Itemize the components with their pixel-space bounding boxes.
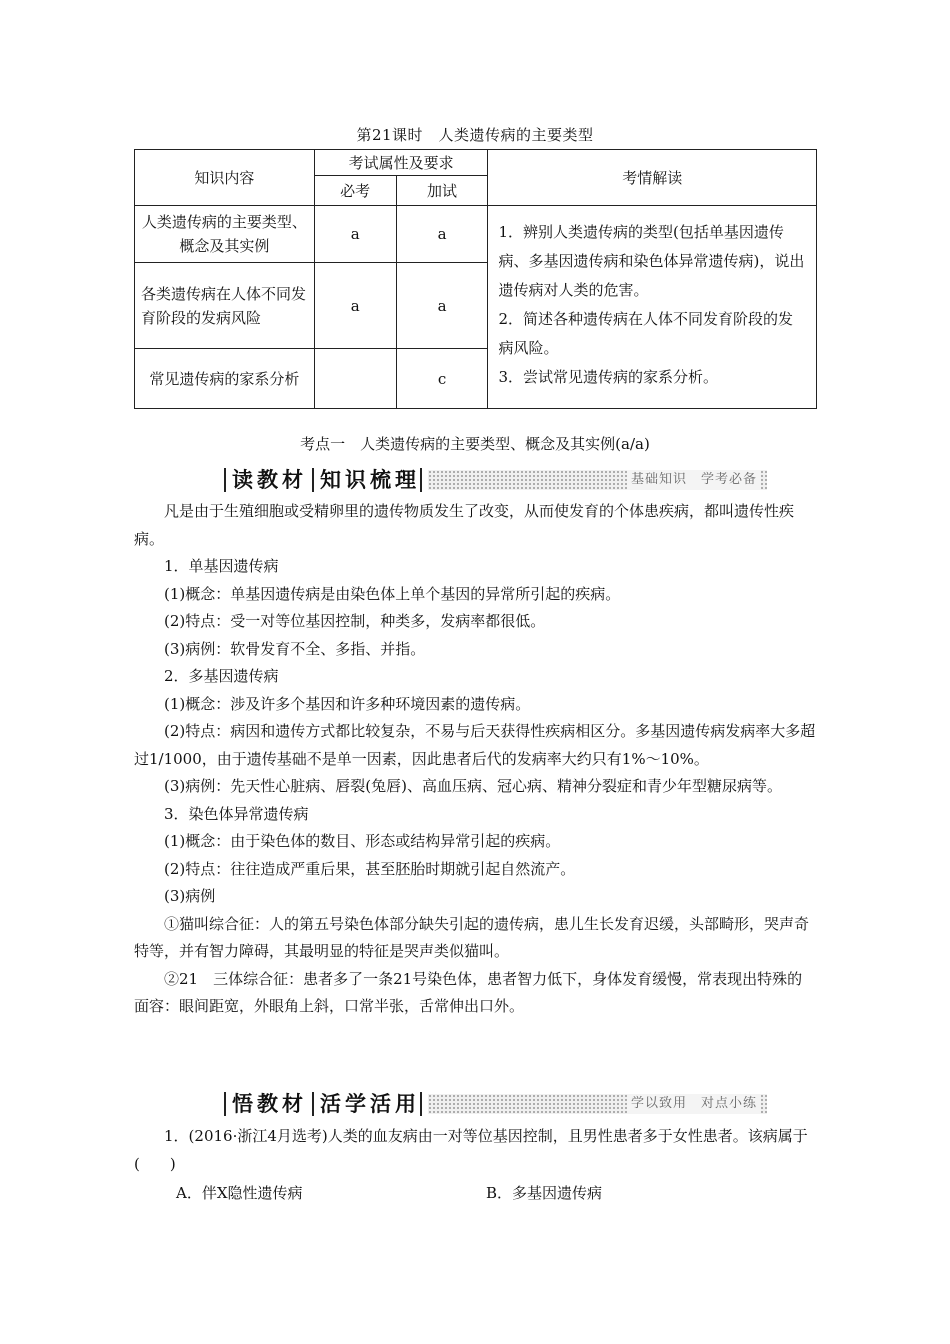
paragraph: ①猫叫综合征：人的第五号染色体部分缺失引起的遗传病，患儿生长发育迟缓，头部畸形，哭声奇特等，并有智力障碍，其最明显的特征是哭声类似猫叫。 (134, 914, 810, 960)
banner-divider (420, 1092, 422, 1116)
paragraph: ②21 三体综合征：患者多了一条21号染色体，患者智力低下，身体发育缓慢，常表现出特殊的面容：眼间距宽，外眼角上斜，口常半张，舌常伸出口外。 (134, 969, 803, 1015)
subheading: 3．染色体异常遗传病 (164, 804, 309, 823)
banner-divider (224, 1092, 226, 1116)
header-attributes: 考试属性及要求 (314, 150, 488, 176)
banner-label-right: 知识梳理 (320, 468, 420, 492)
intro-paragraph: 凡是由于生殖细胞或受精卵里的遗传物质发生了改变，从而使发育的个体患疾病，都叫遗传性疾病。 (134, 502, 795, 548)
banner-label-left: 读教材 (232, 468, 307, 492)
banner-tag: 基础知识 学考必备 (627, 470, 761, 490)
row-topic: 人类遗传病的主要类型、概念及其实例 (135, 206, 315, 263)
header-required: 必考 (314, 176, 396, 206)
page-title: 第21课时 人类遗传病的主要类型 (356, 126, 594, 144)
header-knowledge: 知识内容 (135, 150, 315, 206)
banner-tag: 学以致用 对点小练 (627, 1094, 761, 1114)
section-title: 考点一 人类遗传病的主要类型、概念及其实例(a/a) (300, 435, 650, 453)
row-extra: a (396, 263, 488, 349)
row-required (314, 349, 396, 409)
banner-label-right: 活学活用 (320, 1092, 420, 1116)
paragraph: (3)病例 (164, 887, 216, 905)
subheading: 2．多基因遗传病 (164, 667, 279, 685)
analysis-item: 1．辨别人类遗传病的类型(包括单基因遗传病、多基因遗传病和染色体异常遗传病)，说出遗传病对人类的危害。 (498, 223, 805, 299)
header-analysis: 考情解读 (488, 150, 817, 206)
question-stem: 1．(2016·浙江4月选考)人类的血友病由一对等位基因控制，且男性患者多于女性患者。该病属于( ) (134, 1127, 808, 1173)
analysis-cell (488, 206, 817, 409)
banner-read-textbook (224, 467, 767, 493)
paragraph: (2)特点：病因和遗传方式都比较复杂，不易与后天获得性疾病相区分。多基因遗传病发病率大多超过1/1000，由于遗传基础不是单一因素，因此患者后代的发病率大约只有1%～10%。 (134, 722, 816, 768)
knowledge-content (134, 498, 817, 1021)
row-extra: c (396, 349, 488, 409)
header-extra: 加试 (396, 176, 488, 206)
row-topic: 各类遗传病在人体不同发育阶段的发病风险 (135, 263, 315, 349)
question-block (134, 1123, 817, 1178)
row-required: a (314, 206, 396, 263)
banner-divider (312, 1092, 314, 1116)
banner-divider (224, 468, 226, 492)
paragraph: (1)概念：由于染色体的数目、形态或结构异常引起的疾病。 (164, 832, 561, 850)
paragraph: (3)病例：软骨发育不全、多指、并指。 (164, 639, 426, 658)
paragraph: (3)病例：先天性心脏病、唇裂(兔唇)、高血压病、冠心病、精神分裂症和青少年型糖尿病等。 (164, 777, 782, 795)
table-row (135, 206, 817, 263)
subheading: 1．单基因遗传病 (164, 557, 279, 575)
banner-divider (312, 468, 314, 492)
option-a: A．伴X隐性遗传病 (176, 1184, 303, 1202)
requirements-table (134, 149, 817, 409)
paragraph: (1)概念：单基因遗传病是由染色体上单个基因的异常所引起的疾病。 (164, 584, 621, 603)
paragraph: (2)特点：往往造成严重后果，甚至胚胎时期就引起自然流产。 (164, 859, 576, 878)
paragraph: (1)概念：涉及许多个基因和许多种环境因素的遗传病。 (164, 694, 531, 713)
banner-divider (420, 468, 422, 492)
row-extra: a (396, 206, 488, 263)
analysis-item: 2．简述各种遗传病在人体不同发育阶段的发病风险。 (498, 310, 794, 357)
analysis-item: 3．尝试常见遗传病的家系分析。 (498, 368, 719, 386)
banner-label-left: 悟教材 (232, 1092, 307, 1116)
paragraph: (2)特点：受一对等位基因控制，种类多，发病率都很低。 (164, 612, 546, 630)
question-options (176, 1179, 776, 1207)
option-b: B．多基因遗传病 (486, 1184, 603, 1202)
row-required: a (314, 263, 396, 349)
banner-apply-textbook (224, 1091, 767, 1117)
row-topic: 常见遗传病的家系分析 (135, 349, 315, 409)
